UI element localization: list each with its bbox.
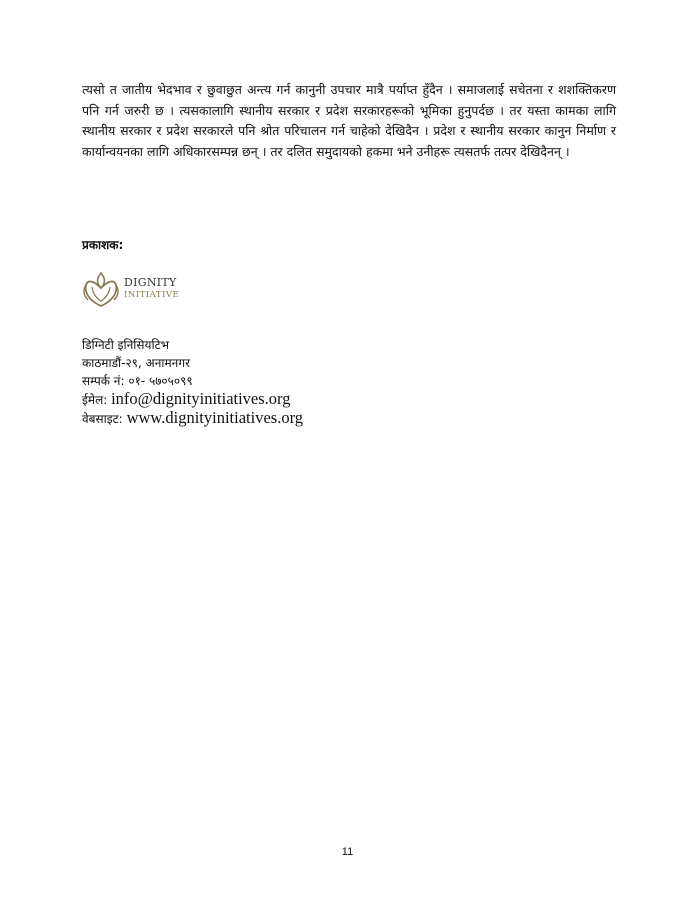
website-label: वेबसाइट: (82, 412, 123, 426)
website-row (82, 409, 303, 428)
logo-text (124, 276, 179, 302)
body-paragraph: त्यसो त जातीय भेदभाव र छुवाछुत अन्त्य गर्न कानुनी उपचार मात्रै पर्याप्त हुँदैन । समाजलाई सचेतना र शशक्तिकरण पनि गर्न जरुरी छ । त्यसकालागि स्थानीय सरकार र प्रदेश सरकारहरूको भूमिका हुनुपर्दछ । तर यस्ता कामका लागि स्थानीय सरकार र प्रदेश सरकारले पनि श्रोत परिचालन गर्न चाहेको देखिदैन । प्रदेश र स्थानीय सरकार कानुन निर्माण र कार्यान्वयनका लागि अधिकारसम्पन्न छन् । तर दलित समुदायको हकमा भने उनीहरू त्यसतर्फ तत्पर देखिदैनन् । (82, 82, 616, 159)
page-number: 11 (341, 846, 354, 858)
logo-line-2: INITIATIVE (124, 290, 180, 300)
phone-label: सम्पर्क नं: (82, 374, 125, 388)
phone-number: ०१- ५७०५०९९ (128, 374, 193, 388)
email-label: ईमेल: (82, 393, 108, 407)
email-row (82, 390, 303, 409)
publisher-logo (82, 266, 182, 312)
publisher-name: डिग्निटी इनिसियटिभ (82, 338, 170, 352)
phone-row (82, 372, 303, 390)
publisher-contact (82, 336, 303, 428)
publisher-address: काठमाडौं-२९, अनामनगर (82, 356, 190, 370)
website-url[interactable]: www.dignityinitiatives.org (126, 408, 304, 427)
logo-line-1: DIGNITY (124, 276, 177, 289)
publisher-label: प्रकाशक: (82, 238, 124, 252)
email-address[interactable]: info@dignityinitiatives.org (111, 389, 291, 408)
dignity-hands-flame-icon (82, 267, 120, 311)
